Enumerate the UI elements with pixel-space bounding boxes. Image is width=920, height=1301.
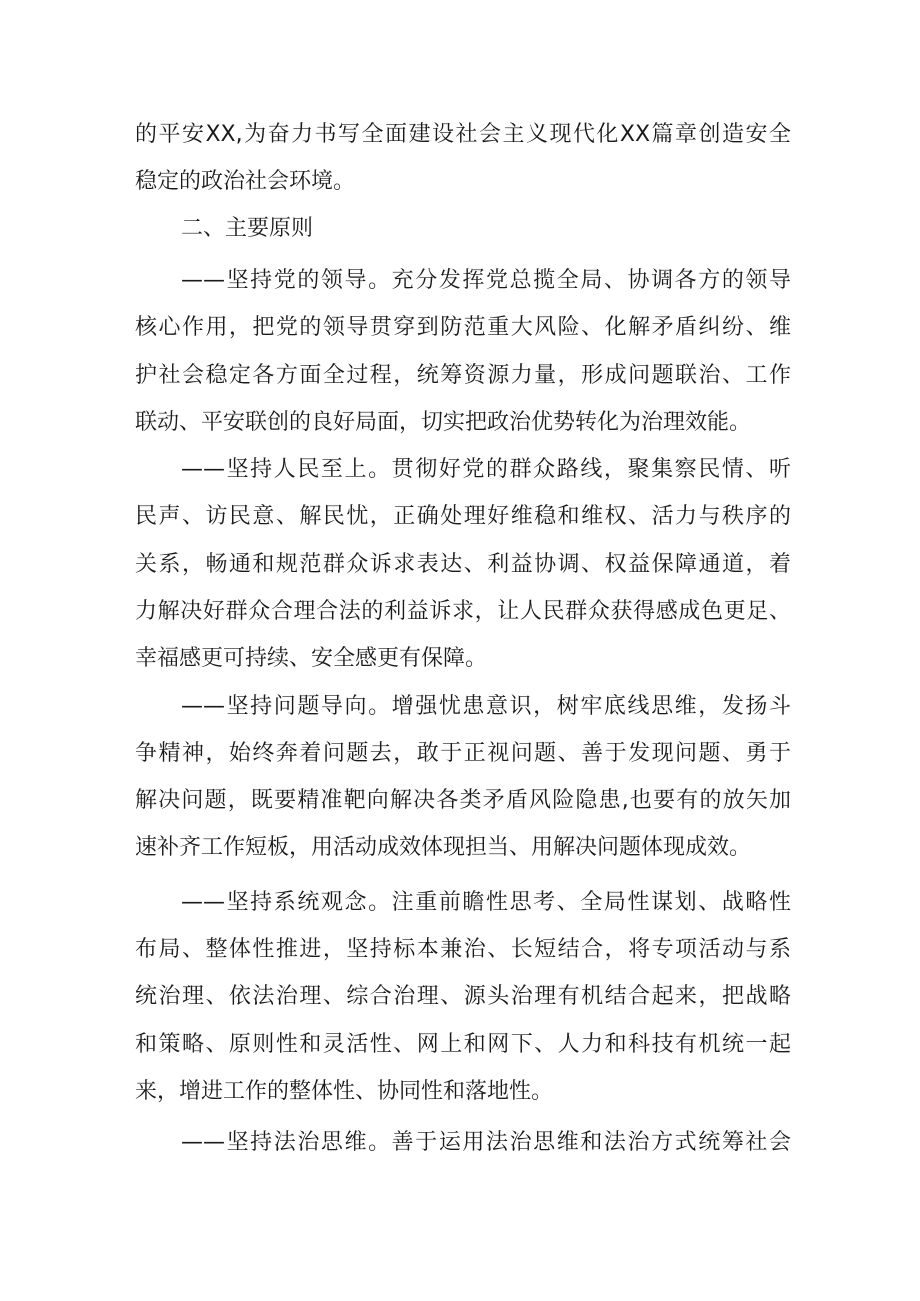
- text-line: 速补齐工作短板，用活动成效体现担当、用解决问题体现成效。: [135, 835, 752, 860]
- text-line: 幸福感更可持续、安全感更有保障。: [135, 646, 488, 671]
- text-line: 力解决好群众合理合法的利益诉求，让人民群众获得感成色更足、: [135, 599, 791, 624]
- text-line: 核心作用，把党的领导贯穿到防范重大风险、化解矛盾纠纷、维: [135, 315, 791, 340]
- text-line: ——坚持系统观念。注重前瞻性思考、全局性谋划、战略性: [181, 890, 791, 915]
- text-line: ——坚持人民至上。贯彻好党的群众路线，聚集察民情、听: [181, 457, 791, 482]
- text-line: 联动、平安联创的良好局面，切实把政治优势转化为治理效能。: [135, 410, 752, 435]
- text-line: 关系，畅通和规范群众诉求表达、利益协调、权益保障通道，着: [135, 552, 791, 577]
- text-line: 统治理、依法治理、综合治理、源头治理有机结合起来，把战略: [135, 984, 791, 1009]
- text-line: 稳定的政治社会环境。: [135, 169, 356, 194]
- text-line: 和策略、原则性和灵活性、网上和网下、人力和科技有机统一起: [135, 1032, 791, 1057]
- text-line: ——坚持党的领导。充分发挥党总揽全局、协调各方的领导: [181, 268, 791, 293]
- text-line: ——坚持法治思维。善于运用法治思维和法治方式统筹社会: [181, 1130, 791, 1155]
- text-line: 的平安XX,为奋力书写全面建设社会主义现代化XX篇章创造安全: [135, 122, 791, 147]
- text-line: ——坚持问题导向。增强忧患意识，树牢底线思维，发扬斗: [181, 694, 791, 719]
- text-line: 民声、访民意、解民忧，正确处理好维稳和维权、活力与秩序的: [135, 504, 791, 529]
- text-line: 护社会稳定各方面全过程，统筹资源力量，形成问题联治、工作: [135, 363, 791, 388]
- text-line: 争精神，始终奔着问题去，敢于正视问题、善于发现问题、勇于: [135, 741, 791, 766]
- section-heading: 二、主要原则: [181, 216, 314, 241]
- text-line: 来，增进工作的整体性、协同性和落地性。: [135, 1079, 554, 1104]
- text-line: 布局、整体性推进，坚持标本兼治、长短结合，将专项活动与系: [135, 937, 791, 962]
- text-line: 解决问题，既要精准靶向解决各类矛盾风险隐患,也要有的放矢加: [135, 788, 791, 813]
